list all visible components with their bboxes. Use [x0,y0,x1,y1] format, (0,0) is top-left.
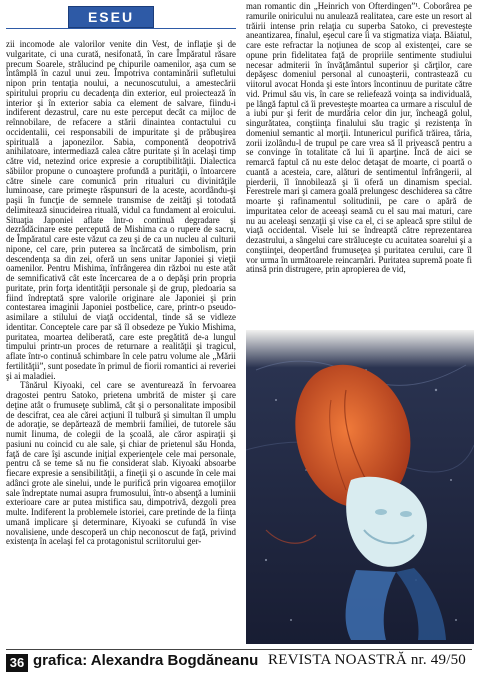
text-column-right [246,2,472,324]
section-rule [6,28,236,29]
footer-rule [6,649,472,650]
text-column-left [6,40,236,646]
paragraph: zii incomode ale valorilor venite din Vest, de inflaţie şi de vulgaritate, ci una curată, nesifonată, în care Împăratul răsare precum Soarele, strălucind pe chipurile oamenilor, aşa cum se întâmplă în cazul unui zeu. Împotriva contaminării sufletului nipon prin tentaţia noului, a necunoscutului, a amestecării spiritului propriu cu decadenţa din exterior, eul proiectează în interior şi în exterior sabia ca element de salvare, fiindu-i indiferent dezastrul, care nu este perceput decât ca mijloc de reînnobilare, de refacere a stării dinaintea contactului cu occidentalii, cei responsabili de impuritate şi de prăbuşirea spirituală a japonezilor. Sabia, componentă deopotrivă anihilatoare, intermediază calea către puritate şi în acelaşi timp către vid, netezind orice expresie a coruptibilităţii. Dialectica săbiilor propune o cunoaştere profundă a purităţii, o întoarcere către sinele care comunică prin ritualuri cu divinităţile luminoase, care primeşte răspunsuri de la aceste, acordându-şi paşii în funcţie de semnele transmise de zeităţi şi totodată delimitează sinucideirea rituală, vidul ca fundament al eroicului. Situaţia Japoniei aflate într-o continuă degradare şi dezrădăcinare este percepută de Mishima ca o rupere de sacru, de Împăratul care este văzut ca zeu şi de ca un nucleu al culturii nipone, cel care, prin puterea sa încărcată de simbolism, prin descendenţa sa din zei, oferă un sens unitar Japoniei şi vieţii oamenilor. Pentru Mishima, înfrângerea din război nu este atât de semnificativă cât este încercarea de a o depăşi prin propria puritate, prin forţa identităţii personale şi de grup, pledoaria sa fiind îndreptată spre valorile originare ale Japoniei şi prin contestarea imaginii Japoniei postbelice, care, printr-o pseudo-asimilare a stilului de viaţă occidental, tinde să se vidleze identitar. Conceptele care par să îl obsedeze pe Yukio Mishima, puritatea, moartea deliberată, care este pregătită de-a lungul timpului printr-un proces de returnare a realităţii şi tragicul, aflate într-o continuă schimbare în cele patru volume ale „Mării fertilităţii”, sunt posedate în primul de fiorii romantici ai reveriei şi ai maladiei. [6,40,236,381]
page-number: 36 [6,654,28,672]
illustration-painting [246,330,474,644]
paragraph: man romantic din „Heinrich von Ofterdingen”¹. Coborârea pe ramurile oniricului nu anulează realitatea, care este un resort al trăirii intense prin relaţia cu superba Satoko, ci prevesteşte aneantizarea, finalul, eşecul care îi va stigmatiza viaţa. Băiatul, care este refractar la noţiunea de scop al existenţei, care se opune prin fidelitatea faţă de propriile sentimente studiului necesar admiterii în învăţământul superior şi cărţilor, care depăşesc domeniul personal al cunoaşterii, contrastează cu viitorul avocat Honda şi este întors încontinuu de puritate către vid. Primul său vis, în care se reliefează voinţa sa individuală, pe lângă faptul că îi prevesteşte moartea ca urmare a risculuI de a iubi pur şi ferit de murdăria celor din jur, încheagă golul, singurătatea, conştiinţa finalului său tragic şi rezistenţa în domeniul semantic al morţii. Intunericul purifică trăirea, tăria, zorii izolându-l de trupul pe care vrea să îl privească pentru a se convinge în totalitate că lui îi aparţine. Încă de aici se remarcă faptul că nu este deloc detaşat de moarte, ci poartă o cuantă a acesteia, care, alături de sentimentul înfrângerii, al pierderii, îl înnobilează şi îi oferă un dinamism special. Ferestrele mari şi camera goală prelungesc deschiderea sa către moarte şi rafinamentul solitudinii, pe care o apără de impuritatea celor de aceeaşi seamă cu el sau mai maturi, care nu au aceleaşi senzaţii şi vise ca el, ci se apleacă spre stilul de viaţă occidental. Visele lui se îndreaptă către reprezentarea dezastrului, a sângelui care străluceşte cu acuitatea soarelui şi a conştiinţei, deopertând frumuseţea şi puritatea cerului, care îl vor urma în următoarele reincarnări. Puritatea supremă poate fi atinsă prin distrugere, prin apropierea de vid, [246,2,472,275]
magazine-issue: REVISTA NOASTRĂ nr. 49/50 [268,652,466,668]
paragraph: Tânărul Kiyoaki, cel care se aventurează în fervoarea dragostei pentru Satoko, prietena umbrită de mister şi care deţine atât o frumuseţe sublimă, cât şi o personalitate imposibil de descifrat, cea ale cărei acţiuni îl tulbură şi simultan îl umplu de adoraţie, se depărtează de membrii familiei, de tutorele său numit Iinuma, de colegii de la şcoală, ale căror aspiraţii şi pasiuni nu coincid cu ale sale, şi chiar de prietenul său Honda, faţă de care îşi ascunde iniţial experienţele cele mai personale, pentru că se teme să nu fie considerat slab. Kiyoaki absoarbe fiecare expresie a sensibilităţii, a fineţii şi o ascunde în cele mai adânci grote ale sinelui, unde le purifică prin vigoarea emoţiilor sale îndreptate numai asupra frumosului, într-o absenţă a luminii exterioare care ar putea mistifica sau, dimpotrivă, dezgoli prea multe. Indiferent la problemele istoriei, care pretinde de la fiinţa umană implicare şi determinare, Kiyoaki se cufundă în vise novalisiene, unde descoperă un chip neconoscut de faţă, privind existenţa în acelaşi fel ca protagonistul scriitorului ger- [6,380,236,547]
page-footer [0,648,480,678]
section-badge: ESEU [68,6,154,28]
graphics-credit: grafica: Alexandra Bogdăneanu [33,652,259,669]
